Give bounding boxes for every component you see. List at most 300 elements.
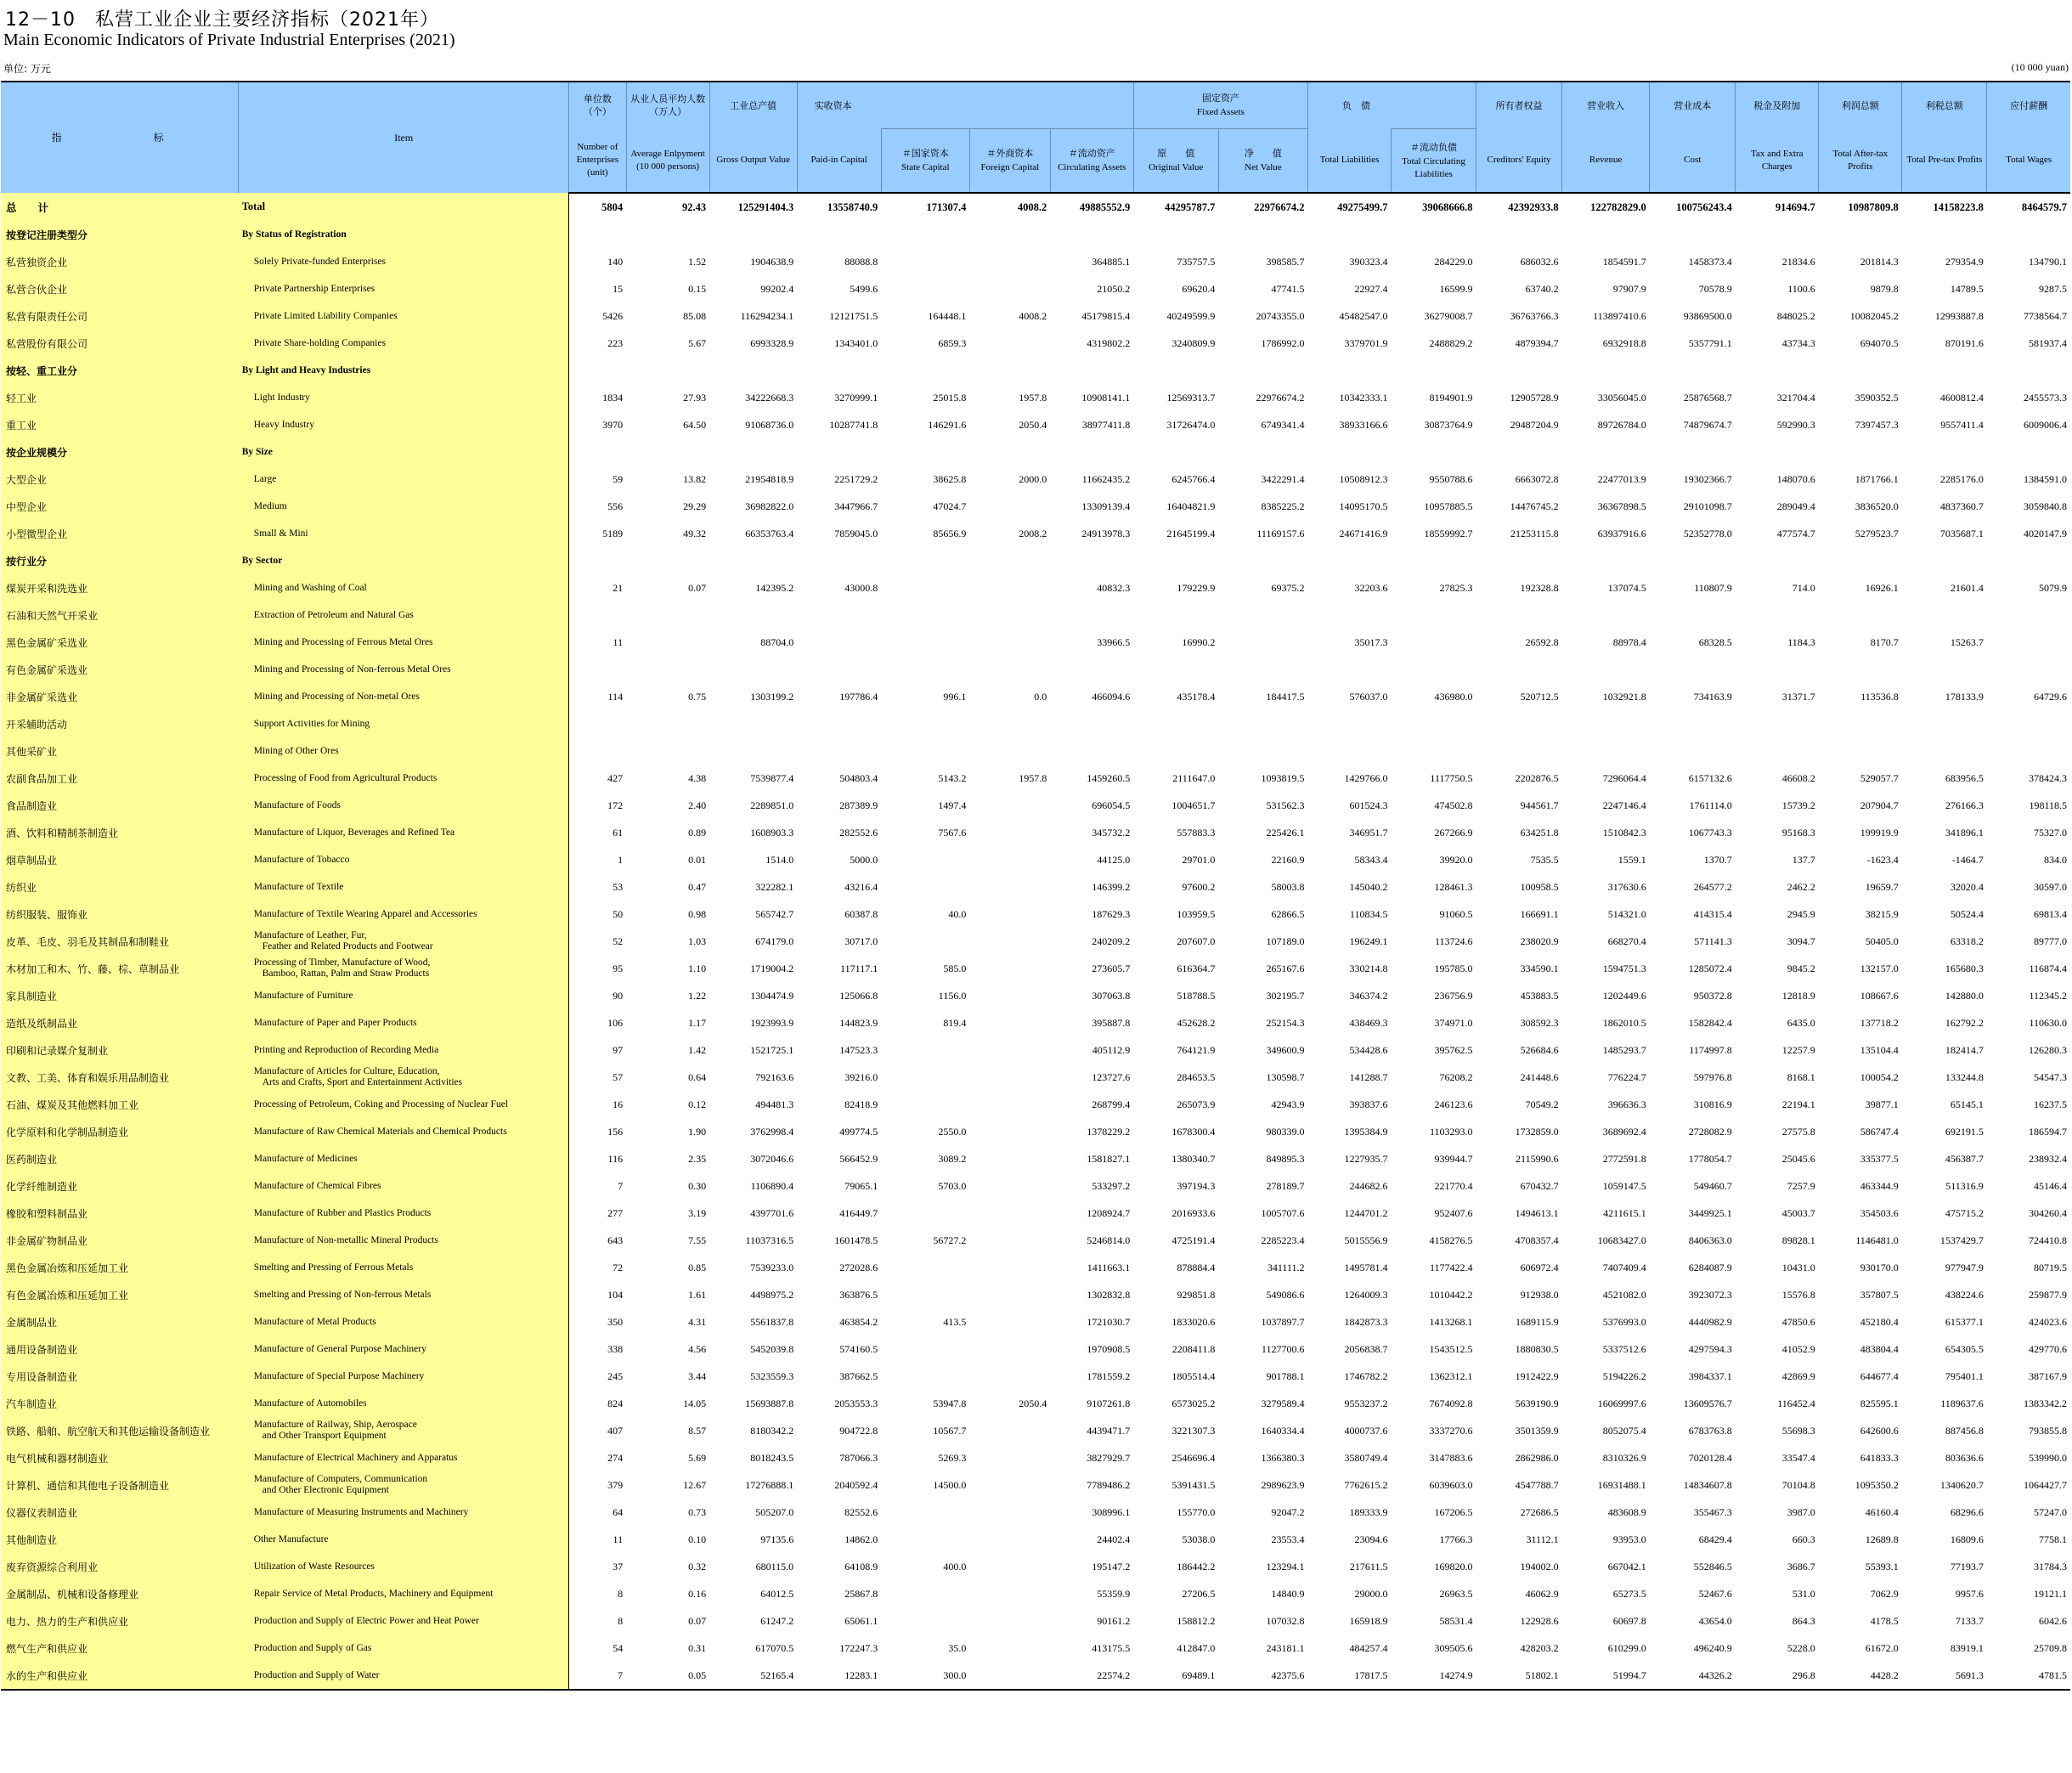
table-cell: 400.0 [943, 1560, 967, 1573]
table-cell: 63740.2 [1525, 282, 1559, 295]
table-cell: 1127700.6 [1261, 1342, 1305, 1355]
table-cell: 5000.0 [850, 853, 878, 866]
row-label-en: Manufacture of Textile Wearing Apparel and Accessories [239, 901, 569, 928]
table-cell: 2546696.4 [1171, 1451, 1216, 1464]
table-cell: 5079.9 [2039, 581, 2067, 594]
table-cell [1050, 547, 1133, 574]
table-cell: 734163.9 [1693, 690, 1732, 703]
row-label-en: Private Partnership Enterprises [239, 275, 569, 302]
table-cell: 113724.6 [1434, 934, 1473, 947]
table-cell: 199919.9 [1860, 826, 1899, 839]
table-cell [969, 1580, 1050, 1607]
table-cell: 1582842.4 [1688, 1016, 1732, 1029]
table-row [1, 846, 2070, 873]
table-cell [1307, 710, 1391, 737]
table-cell: 354503.6 [1860, 1206, 1899, 1219]
table-cell [626, 601, 709, 629]
table-cell: 0.47 [688, 880, 707, 893]
table-cell: 108667.6 [1860, 989, 1899, 1002]
table-cell: 3379701.9 [1344, 336, 1388, 349]
row-label-cn: 农副食品加工业 [1, 765, 239, 792]
table-cell: 977947.9 [1945, 1261, 1984, 1273]
table-cell: 1362312.1 [1429, 1369, 1473, 1382]
table-cell: 16069997.6 [1597, 1397, 1646, 1409]
table-cell [1819, 737, 1902, 765]
row-label-en: Manufacture of Non-metallic Mineral Products [239, 1227, 569, 1254]
row-label-cn: 黑色金属矿采选业 [1, 629, 239, 656]
table-cell [1650, 656, 1736, 683]
table-cell [881, 1526, 969, 1553]
table-cell [969, 1200, 1050, 1227]
row-label-en-line2: Arts and Crafts, Sport and Entertainment Activities [262, 1077, 463, 1087]
table-cell: 364885.1 [1092, 255, 1131, 268]
table-cell: 581937.4 [2029, 336, 2067, 349]
table-cell: 38977411.8 [1081, 418, 1131, 431]
table-cell: 178133.9 [1945, 690, 1984, 703]
table-row [1, 1335, 2070, 1363]
table-cell: 597976.8 [1693, 1070, 1732, 1083]
table-cell: 36279008.7 [1424, 309, 1473, 322]
table-cell [1476, 601, 1562, 629]
table-cell: 413.5 [943, 1315, 967, 1328]
table-cell: 40832.3 [1097, 581, 1131, 594]
table-cell: 1340620.7 [1939, 1478, 1984, 1491]
table-cell [1902, 221, 1987, 248]
table-cell: 1117750.5 [1430, 771, 1473, 784]
table-cell: 45003.7 [1781, 1206, 1815, 1219]
table-cell [969, 955, 1050, 982]
table-cell: 484257.4 [1349, 1641, 1388, 1654]
table-cell: 110834.5 [1349, 907, 1388, 920]
table-cell: 37 [569, 1553, 626, 1580]
table-cell: 3580749.4 [1344, 1451, 1388, 1464]
row-label-en-line2: and Other Electronic Equipment [262, 1485, 389, 1495]
table-cell: 1380340.7 [1171, 1152, 1216, 1165]
table-cell: 8385225.2 [1261, 500, 1305, 512]
table-cell: 25867.8 [844, 1587, 878, 1600]
table-cell: 345732.2 [1092, 826, 1131, 839]
table-cell [1650, 221, 1736, 248]
table-cell: 55393.1 [1865, 1560, 1899, 1573]
table-cell [1133, 710, 1218, 737]
table-cell [1902, 438, 1987, 466]
table-cell: 2202876.5 [1515, 771, 1559, 784]
table-cell [1218, 629, 1307, 656]
table-cell: 533297.2 [1092, 1179, 1131, 1192]
row-label-en: Extraction of Petroleum and Natural Gas [239, 601, 569, 629]
table-cell: 35.0 [948, 1641, 967, 1654]
table-cell: 42392933.8 [1508, 200, 1559, 213]
table-cell: 1106890.4 [750, 1179, 794, 1192]
table-row [1, 1526, 2070, 1553]
table-cell [969, 1553, 1050, 1580]
table-cell: 5639190.9 [1515, 1397, 1559, 1409]
table-cell [626, 710, 709, 737]
table-cell: 64.50 [683, 418, 707, 431]
table-cell: 179229.9 [1177, 581, 1216, 594]
table-cell: 1559.1 [1618, 853, 1646, 866]
table-cell: 1208924.7 [1087, 1206, 1131, 1219]
table-cell: 10287741.8 [829, 418, 878, 431]
table-cell: 4008.2 [1019, 309, 1047, 322]
table-cell: 4439471.7 [1087, 1424, 1131, 1437]
table-cell: 1689115.9 [1516, 1315, 1559, 1328]
table-cell: 3590352.5 [1855, 391, 1899, 404]
table-cell: 300.0 [881, 1662, 969, 1690]
table-cell [969, 1417, 1050, 1444]
table-cell [1650, 710, 1736, 737]
table-cell: 284653.5 [1177, 1070, 1216, 1083]
table-cell: 32020.4 [1950, 880, 1984, 893]
table-cell: 514321.0 [1607, 907, 1646, 920]
table-cell: 520712.5 [1520, 690, 1559, 703]
table-cell: 526684.6 [1520, 1043, 1559, 1056]
table-cell [1736, 438, 1819, 466]
row-label-en: Private Share-holding Companies [239, 330, 569, 357]
table-cell: 137718.2 [1860, 1016, 1899, 1029]
table-cell: 1411663.1 [1087, 1261, 1131, 1273]
table-cell: 100958.5 [1520, 880, 1559, 893]
table-cell: 97600.2 [1182, 880, 1216, 893]
table-cell: 504803.4 [839, 771, 878, 784]
table-cell: 31112.1 [1526, 1533, 1559, 1545]
row-label-en: Manufacture of Special Purpose Machinery [239, 1363, 569, 1390]
table-cell: 1303199.2 [750, 690, 794, 703]
row-label-cn: 其他制造业 [1, 1526, 239, 1553]
table-cell [881, 1200, 969, 1227]
table-cell: 1.42 [688, 1043, 707, 1056]
table-row [1, 982, 2070, 1009]
table-cell: 24402.4 [1097, 1533, 1131, 1545]
table-cell: 1912422.9 [1515, 1369, 1559, 1382]
row-label-en: Small & Mini [239, 520, 569, 547]
header-original-value: 原 值 Original Value [1133, 129, 1218, 194]
table-row [1, 1064, 2070, 1091]
table-cell [1218, 221, 1307, 248]
table-cell: 39920.0 [1439, 853, 1473, 866]
table-cell: 592990.3 [1776, 418, 1815, 431]
table-cell: 6859.3 [938, 336, 967, 349]
table-cell: 395887.8 [1092, 1016, 1131, 1029]
row-label-cn: 废弃资源综合利用业 [1, 1553, 239, 1580]
table-cell: 52165.4 [709, 1662, 797, 1690]
table-cell: 114 [569, 683, 626, 710]
table-cell: 2053553.3 [834, 1397, 878, 1409]
row-label-en: Manufacture of Metal Products [239, 1308, 569, 1335]
table-cell [1987, 629, 2070, 656]
table-cell: 1184.3 [1787, 635, 1815, 648]
table-cell: 8406363.0 [1688, 1234, 1732, 1246]
table-row [1, 1118, 2070, 1145]
table-cell: 1395384.9 [1344, 1125, 1388, 1138]
table-cell: 6783763.8 [1688, 1424, 1732, 1437]
table-cell [881, 1499, 969, 1526]
table-cell: 1833020.6 [1171, 1315, 1216, 1328]
table-cell [569, 438, 626, 466]
table-cell: 321704.4 [1776, 391, 1815, 404]
table-cell: 396636.3 [1607, 1098, 1646, 1110]
table-cell: 1370.7 [1703, 853, 1732, 866]
table-cell: 6573025.2 [1171, 1397, 1216, 1409]
row-label-en: Mining and Processing of Ferrous Metal Ores [239, 629, 569, 656]
table-cell: 70578.9 [1698, 282, 1732, 295]
table-cell: 189333.9 [1349, 1505, 1388, 1518]
table-cell: 69375.2 [1271, 581, 1305, 594]
table-cell: 6009006.4 [2024, 418, 2067, 431]
table-cell: 289049.4 [1776, 500, 1815, 512]
table-cell: 1510842.3 [1602, 826, 1646, 839]
table-cell: 374971.0 [1434, 1016, 1473, 1029]
row-label-cn: 私营独资企业 [1, 248, 239, 275]
table-row [1, 792, 2070, 819]
table-cell: 22194.1 [1781, 1098, 1815, 1110]
table-cell: 944561.7 [1520, 799, 1559, 811]
table-cell [1987, 221, 2070, 248]
table-cell: 194002.0 [1520, 1560, 1559, 1573]
table-cell: 278189.7 [1266, 1179, 1305, 1192]
table-cell: 135104.4 [1860, 1043, 1899, 1056]
table-cell: 68429.4 [1698, 1533, 1732, 1545]
table-cell: 61247.2 [760, 1614, 794, 1627]
table-cell: 17766.3 [1439, 1533, 1473, 1545]
row-label-cn: 造纸及纸制品业 [1, 1009, 239, 1036]
header-fixed-assets-group: 固定资产 Fixed Assets [1133, 82, 1307, 129]
table-cell [1819, 438, 1902, 466]
table-cell: 68296.6 [1950, 1505, 1984, 1518]
table-cell: 950372.8 [1693, 989, 1732, 1002]
table-cell: 38625.8 [933, 472, 967, 485]
table-cell [797, 357, 881, 384]
row-label-en: Manufacture of Chemical Fibres [239, 1172, 569, 1200]
table-cell: 574160.5 [839, 1342, 878, 1355]
table-cell: 824 [569, 1390, 626, 1417]
row-label-cn: 化学原料和化学制品制造业 [1, 1118, 239, 1145]
table-cell: 642600.6 [1860, 1424, 1899, 1437]
table-cell: 1429766.0 [1344, 771, 1388, 784]
table-cell: 475715.2 [1945, 1206, 1984, 1219]
table-cell: 795401.1 [1945, 1369, 1984, 1382]
table-cell: 1.10 [688, 962, 707, 974]
table-cell: 15 [569, 275, 626, 302]
table-cell: 27.93 [683, 391, 707, 404]
table-cell: 125066.8 [839, 989, 878, 1002]
table-cell: 557883.3 [1177, 826, 1216, 839]
table-cell: 5391431.5 [1171, 1478, 1216, 1491]
table-cell: 1805514.4 [1171, 1369, 1216, 1382]
table-cell: 46608.2 [1781, 771, 1815, 784]
table-cell [1391, 710, 1476, 737]
table-cell: 7296064.4 [1602, 771, 1646, 784]
table-cell: 414315.4 [1693, 907, 1732, 920]
table-cell: 1957.8 [1019, 391, 1047, 404]
table-cell [1562, 438, 1650, 466]
row-label-cn: 有色金属冶炼和压延加工业 [1, 1281, 239, 1308]
table-cell: 3970 [569, 411, 626, 438]
row-label-cn: 金属制品、机械和设备修理业 [1, 1580, 239, 1607]
total-row [1, 193, 2070, 221]
table-row [1, 1036, 2070, 1064]
table-cell [1218, 438, 1307, 466]
row-label-cn: 非金属矿物制品业 [1, 1227, 239, 1254]
table-cell [1650, 601, 1736, 629]
table-cell: 4000737.6 [1344, 1424, 1388, 1437]
table-cell: 55698.3 [1781, 1424, 1815, 1437]
table-row [1, 330, 2070, 357]
table-cell [1307, 221, 1391, 248]
row-label-cn: 煤炭开采和洗选业 [1, 574, 239, 601]
table-row [1, 928, 2070, 955]
table-cell [881, 737, 969, 765]
table-cell: 92.43 [681, 200, 707, 213]
table-cell [1902, 357, 1987, 384]
table-cell [881, 629, 969, 656]
table-cell: 8 [569, 1607, 626, 1635]
table-cell: 0.07 [688, 1614, 707, 1627]
table-cell: 141288.7 [1349, 1070, 1388, 1083]
table-row [1, 1281, 2070, 1308]
table-cell: 379 [569, 1471, 626, 1499]
table-cell [969, 1172, 1050, 1200]
table-cell: 217611.5 [1349, 1560, 1388, 1573]
table-cell: 438224.6 [1945, 1288, 1984, 1301]
table-cell: 272028.6 [839, 1261, 878, 1273]
row-label-en-line2: and Other Transport Equipment [262, 1431, 387, 1441]
table-cell: 240209.2 [1092, 934, 1131, 947]
table-cell: 39216.0 [844, 1070, 878, 1083]
table-cell [1650, 737, 1736, 765]
table-cell: 334590.1 [1520, 962, 1559, 974]
table-cell: 6245766.4 [1171, 472, 1216, 485]
table-cell: 1.61 [688, 1288, 707, 1301]
row-label-en [239, 955, 569, 982]
header-enterprises-en: Number of Enterprises (unit) [569, 129, 626, 194]
unit-label-cn: 单位: 万元 [3, 63, 51, 75]
table-cell [797, 547, 881, 574]
table-cell [1307, 357, 1391, 384]
table-cell: 9845.2 [1787, 962, 1815, 974]
table-cell: 674179.0 [755, 934, 794, 947]
table-cell: 3094.7 [1787, 934, 1815, 947]
table-cell [881, 1363, 969, 1390]
header-equity-en: Creditors' Equity [1476, 129, 1562, 194]
table-cell [1736, 656, 1819, 683]
table-cell: 99202.4 [760, 282, 794, 295]
table-cell: 302195.7 [1266, 989, 1305, 1002]
table-cell: 7674092.8 [1429, 1397, 1473, 1409]
table-cell [969, 629, 1050, 656]
table-cell [1819, 601, 1902, 629]
table-cell: 338 [569, 1335, 626, 1363]
table-row [1, 873, 2070, 901]
table-cell [969, 1499, 1050, 1526]
table-cell: 310816.9 [1693, 1098, 1732, 1110]
header-foreign-capital: ＃外商资本 Foreign Capital [969, 129, 1050, 194]
row-label-en-line1: Manufacture of Leather, Fur, [253, 930, 367, 940]
table-row [1, 384, 2070, 411]
table-cell [881, 1335, 969, 1363]
table-cell: 21050.2 [1097, 282, 1131, 295]
table-cell: 128461.3 [1434, 880, 1473, 893]
table-cell [1736, 221, 1819, 248]
table-cell: 1.03 [688, 934, 707, 947]
table-cell: 14095170.5 [1339, 500, 1388, 512]
table-cell: 4708357.4 [1515, 1234, 1559, 1246]
table-cell [569, 656, 626, 683]
table-cell: 83919.1 [1950, 1641, 1984, 1654]
table-cell: 566452.9 [839, 1152, 878, 1165]
table-cell: 16404821.9 [1166, 500, 1216, 512]
table-cell: 116874.4 [2029, 962, 2067, 974]
row-label-en: Large [239, 466, 569, 493]
table-cell [1819, 710, 1902, 737]
table-cell: 5189 [569, 520, 626, 547]
table-cell [1133, 656, 1218, 683]
table-cell: 11662435.2 [1081, 472, 1131, 485]
table-cell: 90161.2 [1097, 1614, 1131, 1627]
table-cell: 14500.0 [933, 1478, 967, 1491]
table-cell: 914694.7 [1775, 200, 1815, 213]
table-cell: 50 [569, 901, 626, 928]
table-cell: 274 [569, 1444, 626, 1471]
header-pretax-en: Total Pre-tax Profits [1902, 129, 1987, 194]
row-label-en: Private Limited Liability Companies [239, 302, 569, 330]
table-cell [881, 248, 969, 275]
table-cell: 4020147.9 [2024, 527, 2067, 539]
table-cell: 3422291.4 [1261, 472, 1305, 485]
table-cell: 390323.4 [1349, 255, 1388, 268]
table-cell: 452628.2 [1177, 1016, 1216, 1029]
table-cell: 45482547.0 [1339, 309, 1388, 322]
table-cell [709, 656, 797, 683]
table-cell [881, 1607, 969, 1635]
table-cell: 122928.6 [1520, 1614, 1559, 1627]
table-cell: 107189.0 [1266, 934, 1305, 947]
table-row [1, 1145, 2070, 1172]
table-row [1, 1499, 2070, 1526]
table-cell: 57247.0 [2034, 1505, 2067, 1518]
table-cell: 2945.9 [1787, 907, 1815, 920]
table-row [1, 1417, 2070, 1444]
table-cell: 49275499.7 [1337, 200, 1388, 213]
table-cell [1476, 710, 1562, 737]
table-cell: 52 [569, 928, 626, 955]
table-cell [1987, 357, 2070, 384]
table-cell: 22477013.9 [1597, 472, 1646, 485]
table-cell: 8052075.4 [1602, 1424, 1646, 1437]
table-cell: 2.40 [688, 799, 707, 811]
table-cell: 576037.0 [1349, 690, 1388, 703]
table-cell: 6039603.0 [1429, 1478, 1473, 1491]
table-cell: 20743355.0 [1256, 309, 1305, 322]
header-employment-en: Average Enlpyment (10 000 persons) [626, 129, 709, 194]
table-cell: 0.10 [688, 1533, 707, 1545]
table-cell: 7758.1 [2039, 1533, 2067, 1545]
table-cell: 395762.5 [1434, 1043, 1473, 1056]
table-cell: 167206.5 [1434, 1505, 1473, 1518]
table-cell: 91068736.0 [745, 418, 794, 431]
row-label-cn: 私营股份有限公司 [1, 330, 239, 357]
table-cell [969, 1335, 1050, 1363]
table-cell: 130598.7 [1266, 1070, 1305, 1083]
table-cell: 3147883.6 [1429, 1451, 1473, 1464]
table-cell: 474502.8 [1434, 799, 1473, 811]
table-cell: 539990.0 [2029, 1451, 2067, 1464]
table-cell [1902, 710, 1987, 737]
header-employment-cn: 从业人员平均人数（万人） [626, 82, 709, 129]
table-cell: 27206.5 [1182, 1587, 1216, 1600]
header-profit-en: Total After-tax Profits [1819, 129, 1902, 194]
table-cell: 7 [569, 1172, 626, 1200]
